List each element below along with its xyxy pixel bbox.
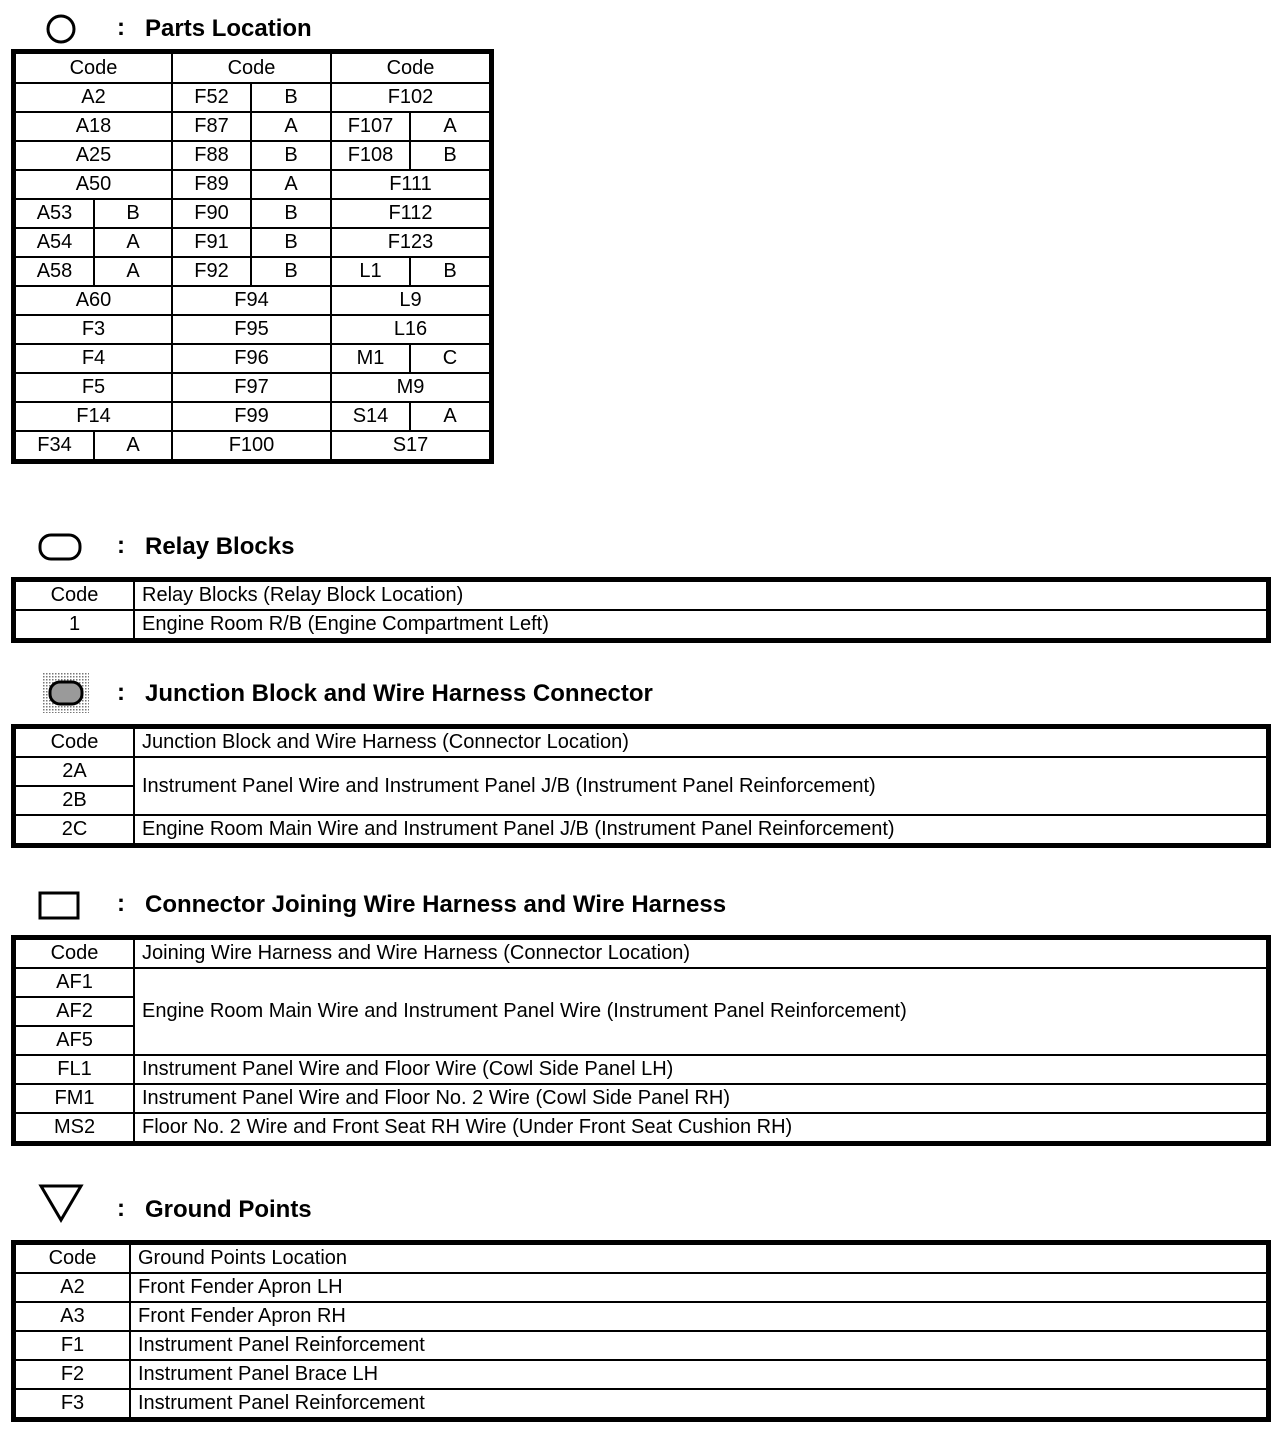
part-code-cell: F34 (15, 431, 94, 460)
part-connector-cell: A (410, 112, 490, 141)
column-header: Code (15, 53, 172, 83)
junction-block-table (14, 727, 1268, 845)
part-connector-cell: B (94, 199, 172, 228)
part-connector-cell: B (251, 199, 331, 228)
table-header-row (15, 1244, 1267, 1273)
part-connector-cell: B (251, 141, 331, 170)
section-colon: : (117, 679, 125, 706)
part-connector-cell: A (94, 257, 172, 286)
part-code-cell: A50 (15, 170, 172, 199)
triangle-symbol-icon (38, 1183, 84, 1223)
part-code-cell: F89 (172, 170, 251, 199)
location-cell: Instrument Panel Reinforcement (130, 1331, 1267, 1360)
column-header-location: Joining Wire Harness and Wire Harness (Connector Location) (134, 939, 1267, 968)
section-header-relay (0, 526, 1280, 566)
column-header: Code (331, 53, 490, 83)
table-row (15, 286, 490, 315)
code-cell: F1 (15, 1331, 130, 1360)
code-cell: FM1 (15, 1084, 134, 1113)
table-row (15, 1331, 1267, 1360)
code-cell: F2 (15, 1360, 130, 1389)
part-code-cell: F97 (172, 373, 331, 402)
section-title: Parts Location (145, 15, 312, 42)
table-row (15, 257, 490, 286)
section-colon: : (117, 14, 125, 41)
part-code-cell: F52 (172, 83, 251, 112)
section-colon: : (117, 1195, 125, 1222)
shaded-rounded-rect-symbol-icon (38, 673, 94, 713)
column-header-location: Ground Points Location (130, 1244, 1267, 1273)
table-row (15, 968, 1267, 997)
column-header: Code (172, 53, 331, 83)
part-code-cell: L9 (331, 286, 490, 315)
part-code-cell: F4 (15, 344, 172, 373)
code-cell: 2B (15, 786, 134, 815)
part-code-cell: F91 (172, 228, 251, 257)
section-colon: : (117, 532, 125, 559)
part-code-cell: F92 (172, 257, 251, 286)
code-cell: AF1 (15, 968, 134, 997)
location-cell: Engine Room Main Wire and Instrument Panel Wire (Instrument Panel Reinforcement) (134, 968, 1267, 1055)
table-row (15, 1360, 1267, 1389)
part-code-cell: F90 (172, 199, 251, 228)
part-code-cell: M9 (331, 373, 490, 402)
table-header-row (15, 728, 1267, 757)
part-code-cell: F111 (331, 170, 490, 199)
table-row (15, 1113, 1267, 1142)
section-header-junction (0, 673, 1280, 713)
part-code-cell: A58 (15, 257, 94, 286)
location-cell: Instrument Panel Brace LH (130, 1360, 1267, 1389)
table-header-row (15, 53, 490, 83)
rounded-rect-symbol-icon (38, 532, 84, 562)
column-header-code: Code (15, 581, 134, 610)
table-row (15, 344, 490, 373)
location-cell: Engine Room Main Wire and Instrument Panel J/B (Instrument Panel Reinforcement) (134, 815, 1267, 844)
section-title: Ground Points (145, 1196, 312, 1223)
part-connector-cell: A (410, 402, 490, 431)
column-header-code: Code (15, 939, 134, 968)
part-code-cell: A53 (15, 199, 94, 228)
table-header-row (15, 939, 1267, 968)
part-connector-cell: B (251, 228, 331, 257)
part-code-cell: F87 (172, 112, 251, 141)
table-row (15, 83, 490, 112)
code-cell: MS2 (15, 1113, 134, 1142)
part-connector-cell: B (251, 257, 331, 286)
code-cell: A2 (15, 1273, 130, 1302)
table-row (15, 431, 490, 460)
square-symbol-icon (38, 890, 84, 920)
part-code-cell: A54 (15, 228, 94, 257)
table-row (15, 170, 490, 199)
part-code-cell: F108 (331, 141, 410, 170)
part-connector-cell: C (410, 344, 490, 373)
table-row (15, 315, 490, 344)
part-code-cell: F112 (331, 199, 490, 228)
location-cell: Instrument Panel Reinforcement (130, 1389, 1267, 1418)
code-cell: FL1 (15, 1055, 134, 1084)
circle-symbol-icon (38, 14, 84, 44)
code-cell: 2A (15, 757, 134, 786)
column-header-location: Relay Blocks (Relay Block Location) (134, 581, 1267, 610)
part-code-cell: F123 (331, 228, 490, 257)
column-header-location: Junction Block and Wire Harness (Connector Location) (134, 728, 1267, 757)
table-row (15, 757, 1267, 786)
table-row (15, 610, 1267, 639)
location-cell: Front Fender Apron RH (130, 1302, 1267, 1331)
section-title: Relay Blocks (145, 533, 295, 560)
connector-table (14, 938, 1268, 1143)
code-cell: AF2 (15, 997, 134, 1026)
part-connector-cell: A (94, 431, 172, 460)
part-code-cell: A18 (15, 112, 172, 141)
part-code-cell: F102 (331, 83, 490, 112)
part-code-cell: F5 (15, 373, 172, 402)
section-title: Junction Block and Wire Harness Connector (145, 680, 653, 707)
section-colon: : (117, 890, 125, 917)
part-code-cell: F100 (172, 431, 331, 460)
part-code-cell: L16 (331, 315, 490, 344)
part-code-cell: F14 (15, 402, 172, 431)
section-title: Connector Joining Wire Harness and Wire Harness (145, 891, 727, 918)
part-connector-cell: B (251, 83, 331, 112)
part-connector-cell: A (251, 112, 331, 141)
part-code-cell: A25 (15, 141, 172, 170)
location-cell: Instrument Panel Wire and Floor Wire (Cowl Side Panel LH) (134, 1055, 1267, 1084)
parts-location-table (14, 52, 491, 461)
table-row (15, 402, 490, 431)
table-row (15, 112, 490, 141)
ground-points-table (14, 1243, 1268, 1419)
part-connector-cell: A (94, 228, 172, 257)
part-code-cell: F99 (172, 402, 331, 431)
code-cell: 2C (15, 815, 134, 844)
code-cell: A3 (15, 1302, 130, 1331)
part-connector-cell: A (251, 170, 331, 199)
table-row (15, 815, 1267, 844)
table-row (15, 1389, 1267, 1418)
table-header-row (15, 581, 1267, 610)
table-row (15, 141, 490, 170)
part-code-cell: F3 (15, 315, 172, 344)
part-connector-cell: B (410, 257, 490, 286)
location-cell: Instrument Panel Wire and Floor No. 2 Wire (Cowl Side Panel RH) (134, 1084, 1267, 1113)
table-row (15, 199, 490, 228)
part-code-cell: F96 (172, 344, 331, 373)
section-header-ground (0, 1189, 1280, 1229)
part-code-cell: L1 (331, 257, 410, 286)
location-cell: Engine Room R/B (Engine Compartment Left) (134, 610, 1267, 639)
section-header-connector (0, 884, 1280, 924)
section-header-parts (0, 8, 1280, 48)
location-cell: Instrument Panel Wire and Instrument Panel J/B (Instrument Panel Reinforcement) (134, 757, 1267, 815)
part-code-cell: F94 (172, 286, 331, 315)
part-connector-cell: B (410, 141, 490, 170)
code-cell: F3 (15, 1389, 130, 1418)
part-code-cell: F88 (172, 141, 251, 170)
location-cell: Floor No. 2 Wire and Front Seat RH Wire (Under Front Seat Cushion RH) (134, 1113, 1267, 1142)
column-header-code: Code (15, 1244, 130, 1273)
table-row (15, 1084, 1267, 1113)
part-code-cell: F107 (331, 112, 410, 141)
part-code-cell: S14 (331, 402, 410, 431)
table-row (15, 1055, 1267, 1084)
table-row (15, 373, 490, 402)
table-row (15, 1273, 1267, 1302)
part-code-cell: F95 (172, 315, 331, 344)
table-row (15, 1302, 1267, 1331)
part-code-cell: A60 (15, 286, 172, 315)
location-cell: Front Fender Apron LH (130, 1273, 1267, 1302)
part-code-cell: A2 (15, 83, 172, 112)
column-header-code: Code (15, 728, 134, 757)
part-code-cell: S17 (331, 431, 490, 460)
code-cell: 1 (15, 610, 134, 639)
part-code-cell: M1 (331, 344, 410, 373)
table-row (15, 228, 490, 257)
code-cell: AF5 (15, 1026, 134, 1055)
relay-blocks-table (14, 580, 1268, 640)
